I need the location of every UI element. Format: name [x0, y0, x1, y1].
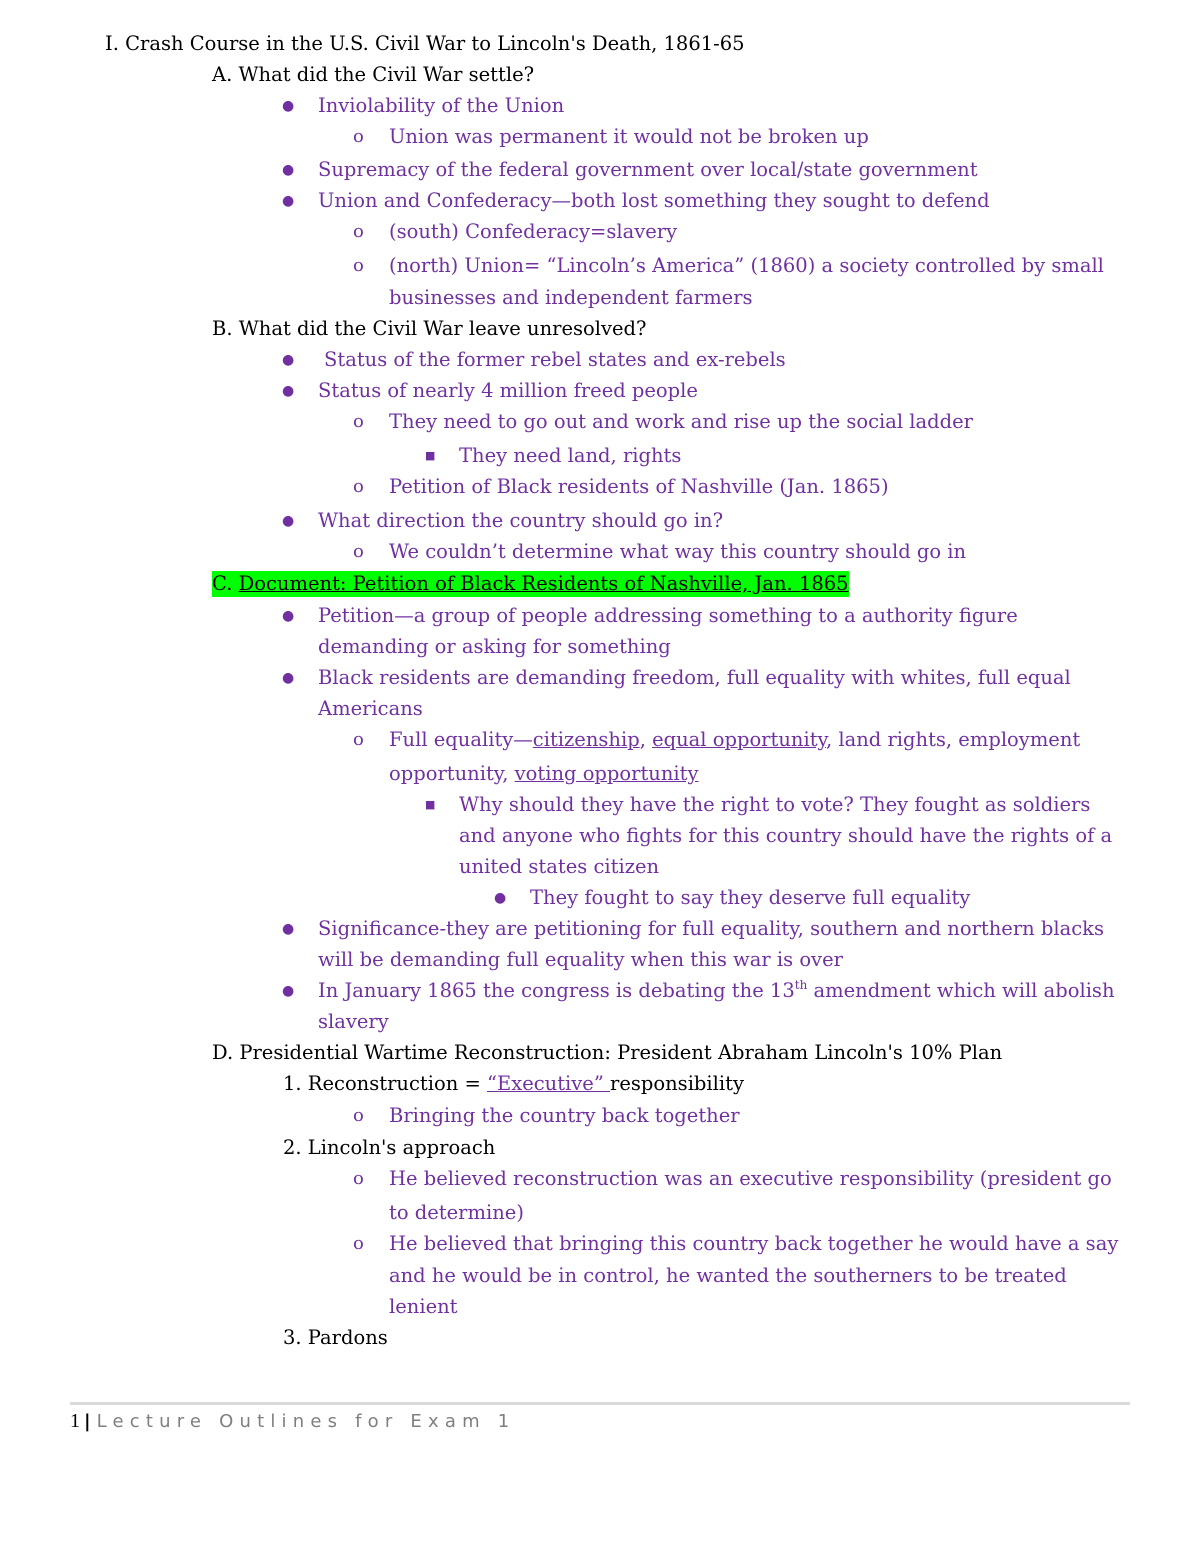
bullet-circle-icon: o	[353, 255, 364, 276]
list-item-continuation: businesses and independent farmers	[389, 286, 753, 309]
superscript: th	[794, 978, 808, 992]
text-run: opportunity,	[389, 762, 515, 785]
text-run: Full equality—	[389, 728, 533, 751]
text-run: , land rights, employment	[825, 728, 1081, 751]
list-item: They need land, rights	[459, 444, 682, 467]
list-item-continuation: will be demanding full equality when this war is over	[318, 948, 843, 971]
list-item: Supremacy of the federal government over local/state government	[318, 158, 978, 181]
bullet-dot-icon: ●	[282, 608, 295, 624]
list-item: (north) Union= “Lincoln’s America” (1860) a society controlled by small	[389, 254, 1104, 277]
list-item: What direction the country should go in?	[318, 509, 724, 532]
list-item: Status of nearly 4 million freed people	[318, 379, 698, 402]
bullet-circle-icon: o	[353, 729, 364, 750]
list-item: Union and Confederacy—both lost something they sought to defend	[318, 189, 990, 212]
list-item: Petition of Black residents of Nashville (Jan. 1865)	[389, 475, 889, 498]
list-item: (south) Confederacy=slavery	[389, 220, 678, 243]
text-run: ,	[639, 728, 653, 751]
page-footer	[70, 1408, 515, 1435]
list-item: Status of the former rebel states and ex-rebels	[324, 348, 786, 371]
list-item-continuation	[389, 761, 699, 787]
footer-separator: |	[84, 1411, 91, 1432]
list-item-continuation: demanding or asking for something	[318, 635, 671, 658]
list-item: Petition—a group of people addressing something to a authority figure	[318, 604, 1018, 627]
underlined-term: equal opportunity	[652, 728, 826, 751]
footer-divider	[70, 1402, 1130, 1405]
numbered-item: 3. Pardons	[283, 1326, 388, 1349]
list-item	[389, 727, 1080, 753]
list-item: He believed that bringing this country back together he would have a say	[389, 1232, 1119, 1255]
list-item-continuation: slavery	[318, 1010, 389, 1033]
bullet-circle-icon: o	[353, 476, 364, 497]
bullet-dot-icon: ●	[282, 98, 295, 114]
bullet-dot-icon: ●	[282, 670, 295, 686]
footer-title: Lecture Outlines for Exam 1	[96, 1411, 516, 1432]
numbered-item	[283, 1071, 744, 1097]
text-run: In January 1865 the congress is debating the 13	[318, 979, 795, 1002]
bullet-dot-icon: ●	[282, 513, 295, 529]
underlined-term: “Executive”	[487, 1072, 611, 1095]
section-c-title: Document: Petition of Black Residents of Nashville, Jan. 1865	[238, 572, 849, 595]
section-b-heading: B. What did the Civil War leave unresolved?	[212, 317, 647, 340]
list-item	[318, 978, 1115, 1004]
bullet-dot-icon: ●	[494, 890, 507, 906]
text-run: amendment which will abolish	[807, 979, 1115, 1002]
list-item-continuation: Americans	[318, 697, 423, 720]
section-d-heading: D. Presidential Wartime Reconstruction: President Abraham Lincoln's 10% Plan	[212, 1041, 1003, 1064]
bullet-dot-icon: ●	[282, 921, 295, 937]
list-item: We couldn’t determine what way this country should go in	[389, 540, 967, 563]
list-item-continuation: and he would be in control, he wanted the southerners to be treated	[389, 1264, 1067, 1287]
list-item-continuation: united states citizen	[459, 855, 660, 878]
bullet-circle-icon: o	[353, 126, 364, 147]
bullet-circle-icon: o	[353, 221, 364, 242]
bullet-circle-icon: o	[353, 411, 364, 432]
list-item-continuation: and anyone who fights for this country should have the rights of a	[459, 824, 1113, 847]
bullet-square-icon: ■	[425, 798, 436, 811]
list-item: Why should they have the right to vote? They fought as soldiers	[459, 793, 1091, 816]
list-item: Inviolability of the Union	[318, 94, 565, 117]
section-c-prefix: C.	[212, 572, 239, 595]
bullet-dot-icon: ●	[282, 983, 295, 999]
underlined-term: voting opportunity	[514, 762, 699, 785]
bullet-circle-icon: o	[353, 1105, 364, 1126]
section-c-heading	[212, 571, 849, 597]
text-run: 1. Reconstruction =	[283, 1072, 487, 1095]
list-item: Significance-they are petitioning for full equality, southern and northern blacks	[318, 917, 1104, 940]
section-a-heading: A. What did the Civil War settle?	[212, 63, 535, 86]
list-item: Black residents are demanding freedom, full equality with whites, full equal	[318, 666, 1071, 689]
bullet-dot-icon: ●	[282, 162, 295, 178]
list-item: They need to go out and work and rise up the social ladder	[389, 410, 974, 433]
list-item: He believed reconstruction was an executive responsibility (president go	[389, 1167, 1112, 1190]
bullet-circle-icon: o	[353, 1233, 364, 1254]
bullet-circle-icon: o	[353, 541, 364, 562]
list-item-continuation: lenient	[389, 1295, 458, 1318]
list-item: Union was permanent it would not be broken up	[389, 125, 869, 148]
bullet-circle-icon: o	[353, 1168, 364, 1189]
list-item-continuation: to determine)	[389, 1201, 524, 1224]
text-run: responsibility	[610, 1072, 744, 1095]
section-title: I. Crash Course in the U.S. Civil War to Lincoln's Death, 1861-65	[105, 32, 745, 55]
list-item: Bringing the country back together	[389, 1104, 740, 1127]
bullet-square-icon: ■	[425, 449, 436, 462]
list-item: They fought to say they deserve full equality	[530, 886, 971, 909]
page-number: 1	[70, 1410, 80, 1432]
underlined-term: citizenship	[532, 728, 640, 751]
bullet-dot-icon: ●	[282, 383, 295, 399]
bullet-dot-icon: ●	[282, 352, 295, 368]
numbered-item: 2. Lincoln's approach	[283, 1136, 496, 1159]
bullet-dot-icon: ●	[282, 193, 295, 209]
